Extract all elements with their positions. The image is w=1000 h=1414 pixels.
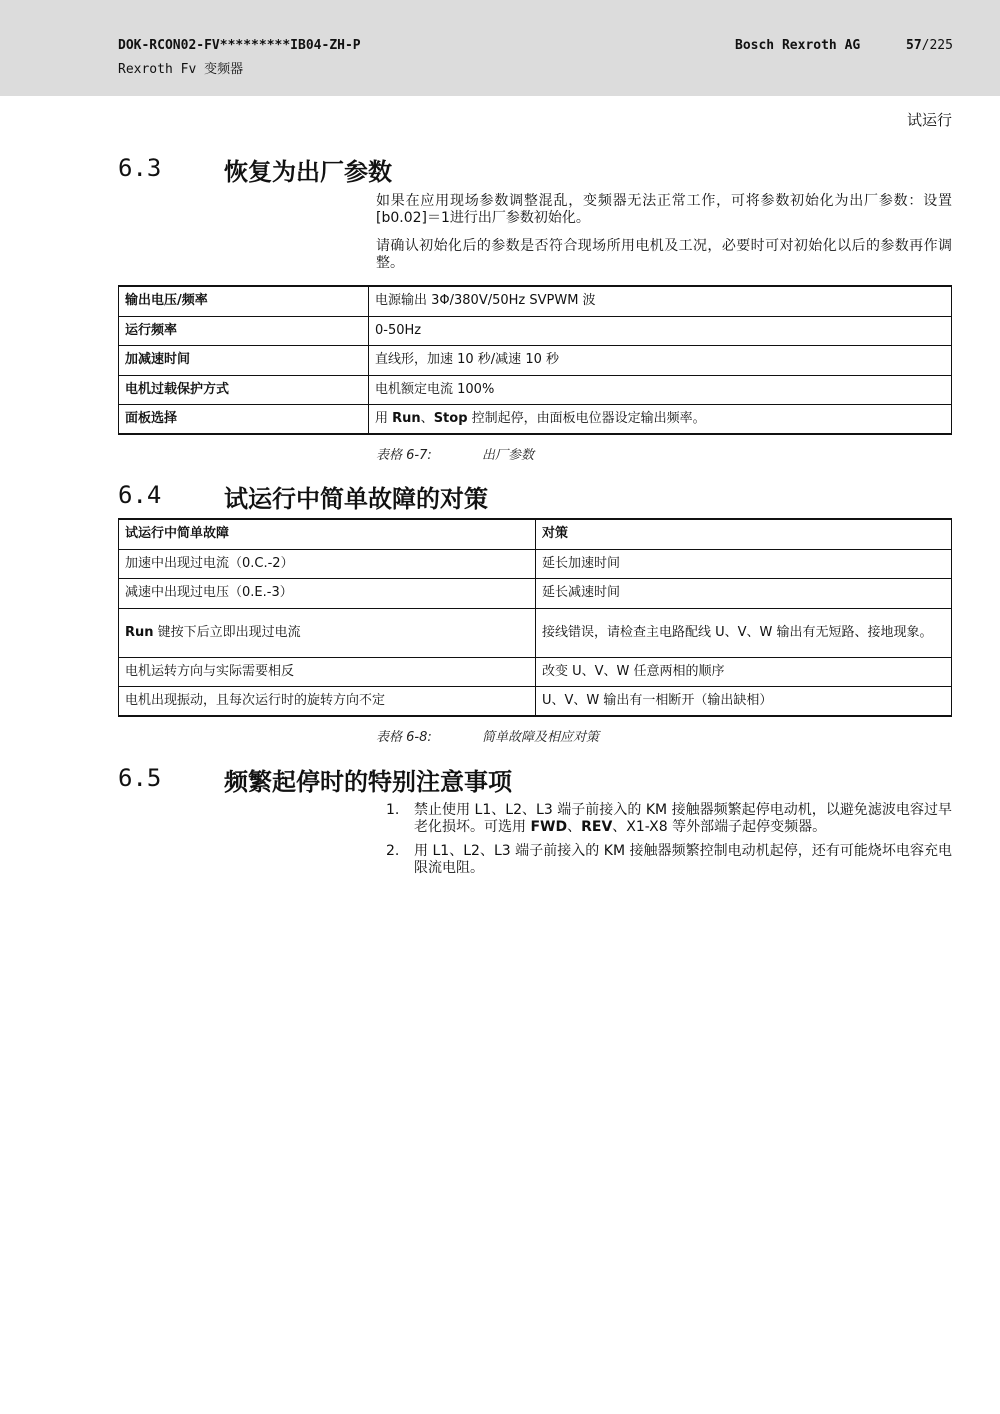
doc-code: DOK-RCON02-FV*********IB04-ZH-P (118, 38, 361, 53)
item-1-sep: 、 (567, 819, 582, 835)
page-total: /225 (921, 38, 953, 53)
param-value: 电源输出 3Φ/380V/50Hz SVPWM 波 (369, 286, 952, 316)
rev-terminal-label: REV (581, 819, 613, 835)
company-name: Bosch Rexroth AG (735, 38, 861, 53)
param-label: 加减速时间 (119, 345, 369, 375)
section-6-3-para-1: 如果在应用现场参数调整混乱，变频器无法正常工作，可将参数初始化为出厂参数：设置[b0.02]＝1进行出厂参数初始化。 (376, 193, 952, 226)
running-title: 试运行 (906, 111, 952, 129)
list-item (386, 843, 952, 877)
page-current: 57 (906, 38, 922, 53)
run-fault-text: 键按下后立即出现过电流 (153, 624, 301, 640)
action-cell: U、V、W 输出有一相断开（输出缺相） (536, 686, 952, 716)
faults-table (118, 518, 952, 717)
panel-post: 控制起停，由面板电位器设定输出频率。 (467, 410, 706, 426)
param-label: 面板选择 (119, 404, 369, 434)
param-value: 0-50Hz (369, 316, 952, 345)
table-6-7-caption-number: 表格 6-7: (376, 448, 432, 463)
table-row (119, 345, 952, 375)
section-6-4-title: 试运行中简单故障的对策 (224, 485, 488, 513)
table-header-row (119, 519, 952, 549)
table-row (119, 657, 952, 686)
page-number (906, 38, 953, 53)
table-row (119, 549, 952, 578)
fault-cell: 减速中出现过电压（0.E.-3） (119, 578, 536, 608)
section-6-4-number: 6.4 (118, 481, 162, 509)
column-header-action: 对策 (536, 519, 952, 549)
run-key-label: Run (392, 410, 421, 426)
param-label: 电机过载保护方式 (119, 375, 369, 404)
param-value (369, 404, 952, 434)
fault-cell (119, 608, 536, 657)
list-item (386, 802, 952, 836)
table-row (119, 608, 952, 657)
item-1-pre: 禁止使用 L1、L2、L3 端子前接入的 KM 接触器频繁起停电动机，以避免滤波电容过早老化损坏。可选用 (414, 802, 952, 835)
section-6-3-para-2: 请确认初始化后的参数是否符合现场所用电机及工况，必要时可对初始化以后的参数再作调整。 (376, 238, 952, 271)
fault-cell: 电机出现振动，且每次运行时的旋转方向不定 (119, 686, 536, 716)
section-6-5-title: 频繁起停时的特别注意事项 (224, 768, 512, 796)
param-value: 电机额定电流 100% (369, 375, 952, 404)
fault-cell: 加速中出现过电流（0.C.-2） (119, 549, 536, 578)
table-6-8-caption-number: 表格 6-8: (376, 730, 432, 745)
action-cell: 接线错误，请检查主电路配线 U、V、W 输出有无短路、接地现象。 (536, 608, 952, 657)
table-row (119, 375, 952, 404)
table-row (119, 578, 952, 608)
list-item-number: 1. (386, 802, 400, 818)
stop-key-label: Stop (433, 410, 468, 426)
table-row (119, 686, 952, 716)
fwd-terminal-label: FWD (530, 819, 568, 835)
table-row (119, 286, 952, 316)
column-header-fault: 试运行中简单故障 (119, 519, 536, 549)
table-row (119, 404, 952, 434)
section-6-5-number: 6.5 (118, 764, 162, 792)
factory-params-table (118, 285, 952, 435)
run-key-label: Run (125, 624, 154, 640)
list-item-number: 2. (386, 843, 400, 859)
table-6-7-caption-text: 出厂参数 (482, 448, 535, 463)
table-6-8-caption-text: 简单故障及相应对策 (482, 730, 600, 745)
page-header (0, 0, 1000, 96)
section-6-3-title: 恢复为出厂参数 (224, 158, 392, 186)
section-6-3-number: 6.3 (118, 154, 162, 182)
action-cell: 延长减速时间 (536, 578, 952, 608)
item-2-text: 用 L1、L2、L3 端子前接入的 KM 接触器频繁控制电动机起停，还有可能烧坏电容充电限流电阻。 (414, 843, 952, 876)
fault-cell: 电机运转方向与实际需要相反 (119, 657, 536, 686)
param-label: 输出电压/频率 (119, 286, 369, 316)
panel-sep: 、 (420, 410, 434, 426)
action-cell: 延长加速时间 (536, 549, 952, 578)
panel-pre: 用 (375, 410, 393, 426)
product-name: Rexroth Fv 变频器 (118, 62, 244, 77)
param-label: 运行频率 (119, 316, 369, 345)
table-row (119, 316, 952, 345)
notes-list (386, 802, 952, 884)
param-value: 直线形，加速 10 秒/减速 10 秒 (369, 345, 952, 375)
item-1-post: 、X1-X8 等外部端子起停变频器。 (612, 819, 827, 835)
action-cell: 改变 U、V、W 任意两相的顺序 (536, 657, 952, 686)
